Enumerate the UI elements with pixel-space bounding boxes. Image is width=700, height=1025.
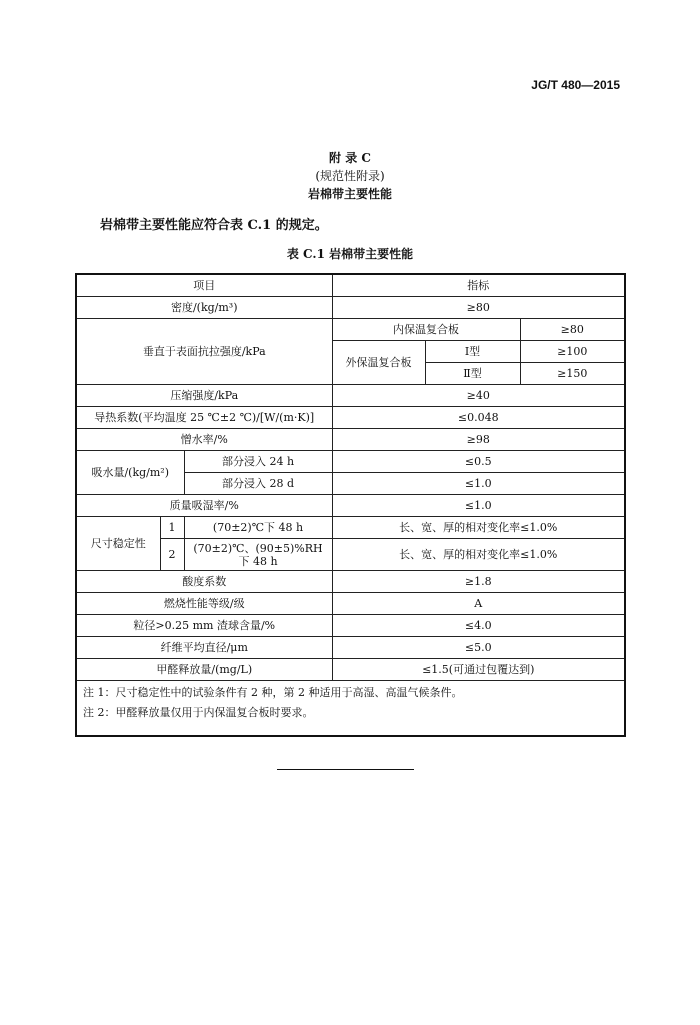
table-caption: 表 C.1 岩棉带主要性能	[286, 247, 414, 261]
table-row	[76, 615, 625, 637]
density-value: ≥80	[332, 297, 625, 319]
slag-value: ≤4.0	[332, 615, 625, 637]
table-row	[76, 451, 625, 473]
table-row	[76, 385, 625, 407]
dimensional-row2-num: 2	[160, 539, 184, 571]
fiber-label: 纤维平均直径/μm	[76, 637, 332, 659]
spec-table	[75, 273, 626, 737]
slag-label: 粒径>0.25 mm 渣球含量/%	[76, 615, 332, 637]
combustion-label: 燃烧性能等级/级	[76, 593, 332, 615]
tensile-inner-value: ≥80	[520, 319, 625, 341]
absorption-sub1-label: 部分浸入 24 h	[184, 451, 332, 473]
appendix-title: 附 录 C	[329, 151, 371, 165]
header-item: 项目	[76, 274, 332, 297]
moisture-label: 质量吸湿率/%	[76, 495, 332, 517]
hydrophobic-value: ≥98	[332, 429, 625, 451]
moisture-value: ≤1.0	[332, 495, 625, 517]
dimensional-row1-value: 长、宽、厚的相对变化率≤1.0%	[332, 517, 625, 539]
absorption-label: 吸水量/(kg/m²)	[76, 451, 184, 495]
formaldehyde-value: ≤1.5(可通过包覆达到)	[332, 659, 625, 681]
table-note-1: 注 1：尺寸稳定性中的试验条件有 2 种，第 2 种适用于高湿、高温气候条件。	[83, 686, 463, 699]
end-rule	[277, 769, 414, 770]
conductivity-value: ≤0.048	[332, 407, 625, 429]
table-row	[76, 571, 625, 593]
table-row	[76, 407, 625, 429]
dimensional-row2-value: 长、宽、厚的相对变化率≤1.0%	[332, 539, 625, 571]
dimensional-label: 尺寸稳定性	[76, 517, 160, 571]
absorption-sub1-value: ≤0.5	[332, 451, 625, 473]
table-notes	[76, 681, 625, 737]
tensile-type1-label: Ⅰ型	[425, 341, 520, 363]
conductivity-label: 导热系数(平均温度 25 ℃±2 ℃)/[W/(m·K)]	[76, 407, 332, 429]
absorption-sub2-label: 部分浸入 28 d	[184, 473, 332, 495]
dimensional-row2-cond: (70±2)℃、(90±5)%RH 下 48 h	[184, 539, 332, 571]
absorption-sub2-value: ≤1.0	[332, 473, 625, 495]
table-row	[76, 495, 625, 517]
acidity-label: 酸度系数	[76, 571, 332, 593]
table-row	[76, 659, 625, 681]
table-row	[76, 319, 625, 341]
table-row	[76, 517, 625, 539]
acidity-value: ≥1.8	[332, 571, 625, 593]
dimensional-row1-cond: (70±2)℃下 48 h	[184, 517, 332, 539]
density-label: 密度/(kg/m³)	[76, 297, 332, 319]
combustion-value: A	[332, 593, 625, 615]
fiber-value: ≤5.0	[332, 637, 625, 659]
table-row	[76, 297, 625, 319]
compressive-value: ≥40	[332, 385, 625, 407]
table-note-2: 注 2：甲醛释放量仅用于内保温复合板时要求。	[83, 706, 314, 719]
tensile-type2-value: ≥150	[520, 363, 625, 385]
compressive-label: 压缩强度/kPa	[76, 385, 332, 407]
tensile-label: 垂直于表面抗拉强度/kPa	[76, 319, 332, 385]
table-row	[76, 429, 625, 451]
table-row	[76, 593, 625, 615]
standard-code: JG/T 480—2015	[531, 78, 620, 92]
tensile-outer-label: 外保温复合板	[332, 341, 425, 385]
hydrophobic-label: 憎水率/%	[76, 429, 332, 451]
table-row	[76, 637, 625, 659]
appendix-subject: 岩棉带主要性能	[307, 187, 392, 201]
tensile-type2-label: Ⅱ型	[425, 363, 520, 385]
table-header-row	[76, 274, 625, 297]
table-notes-row	[76, 681, 625, 737]
dimensional-row1-num: 1	[160, 517, 184, 539]
tensile-type1-value: ≥100	[520, 341, 625, 363]
tensile-inner-label: 内保温复合板	[332, 319, 520, 341]
header-index: 指标	[332, 274, 625, 297]
appendix-type: (规范性附录)	[315, 169, 385, 183]
formaldehyde-label: 甲醛释放量/(mg/L)	[76, 659, 332, 681]
intro-text: 岩棉带主要性能应符合表 C.1 的规定。	[100, 218, 328, 233]
